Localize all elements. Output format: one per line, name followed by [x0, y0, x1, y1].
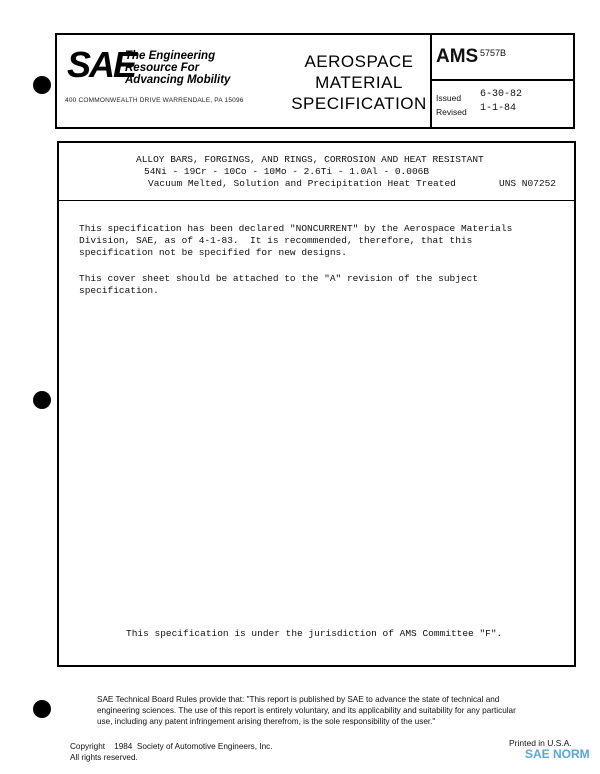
ams-label: AMS [436, 46, 479, 67]
title-line-1: ALLOY BARS, FORGINGS, AND RINGS, CORROSION AND HEAT RESISTANT [136, 154, 484, 165]
ams-number: 5757B [480, 48, 507, 58]
cover-sheet-para-line-2: specification. [79, 285, 159, 296]
tagline-line-2: Resource For [125, 62, 200, 74]
issued-date: 6-30-82 [480, 89, 523, 100]
specification-body-box [57, 141, 576, 667]
issued-label: Issued [436, 93, 462, 103]
rules-note-line-2: engineering sciences. The use of this report is entirely voluntary, and its applicability and suitability for any particular [97, 706, 516, 715]
document-header [55, 33, 575, 129]
uns-number: UNS N07252 [499, 178, 557, 189]
punch-hole-middle [33, 391, 51, 409]
ams-divider [432, 79, 573, 81]
punch-hole-top [33, 76, 51, 94]
doc-type-line-1: AEROSPACE [304, 52, 414, 71]
revised-date: 1-1-84 [480, 103, 517, 114]
copyright-notice [70, 741, 273, 763]
sae-norm-watermark: SAE NORM [525, 747, 590, 761]
punch-hole-bottom [33, 700, 51, 718]
copyright-line-1: Copyright 1984 Society of Automotive Engineers, Inc. [70, 742, 273, 751]
sae-rules-note [97, 694, 567, 727]
sae-logo: SAE [67, 44, 136, 85]
jurisdiction-statement: This specification is under the jurisdiction of AMS Committee "F". [126, 628, 503, 639]
sae-address: 400 COMMONWEALTH DRIVE WARRENDALE, PA 15096 [65, 97, 244, 104]
doc-type-line-3: SPECIFICATION [291, 94, 427, 113]
rules-note-line-1: SAE Technical Board Rules provide that: "This report is published by SAE to advance the state of technical and [97, 695, 500, 704]
noncurrent-para-line-3: specification not be specified for new designs. [79, 247, 347, 258]
sae-tagline [125, 50, 230, 86]
title-line-3: Vacuum Melted, Solution and Precipitation Heat Treated [148, 178, 456, 189]
revised-label: Revised [436, 107, 467, 117]
ams-info-block [430, 35, 575, 127]
noncurrent-para-line-1: This specification has been declared "NONCURRENT" by the Aerospace Materials [79, 223, 513, 234]
rules-note-line-3: use, including any patent infringement arising therefrom, is the sole responsibility of the user." [97, 717, 436, 726]
noncurrent-para-line-2: Division, SAE, as of 4-1-83. It is recommended, therefore, that this [79, 235, 473, 246]
tagline-line-3: Advancing Mobility [125, 74, 231, 86]
title-line-2: 54Ni - 19Cr - 10Co - 10Mo - 2.6Ti - 1.0Al - 0.006B [144, 166, 430, 177]
doc-type-line-2: MATERIAL [315, 73, 403, 92]
copyright-line-2: All rights reserved. [70, 753, 138, 762]
tagline-line-1: The Engineering [125, 50, 216, 62]
title-band [59, 143, 574, 201]
sae-logo-block [57, 35, 289, 127]
cover-sheet-para-line-1: This cover sheet should be attached to the "A" revision of the subject [79, 273, 479, 284]
printed-in-usa: Printed in U.S.A. [509, 738, 572, 748]
